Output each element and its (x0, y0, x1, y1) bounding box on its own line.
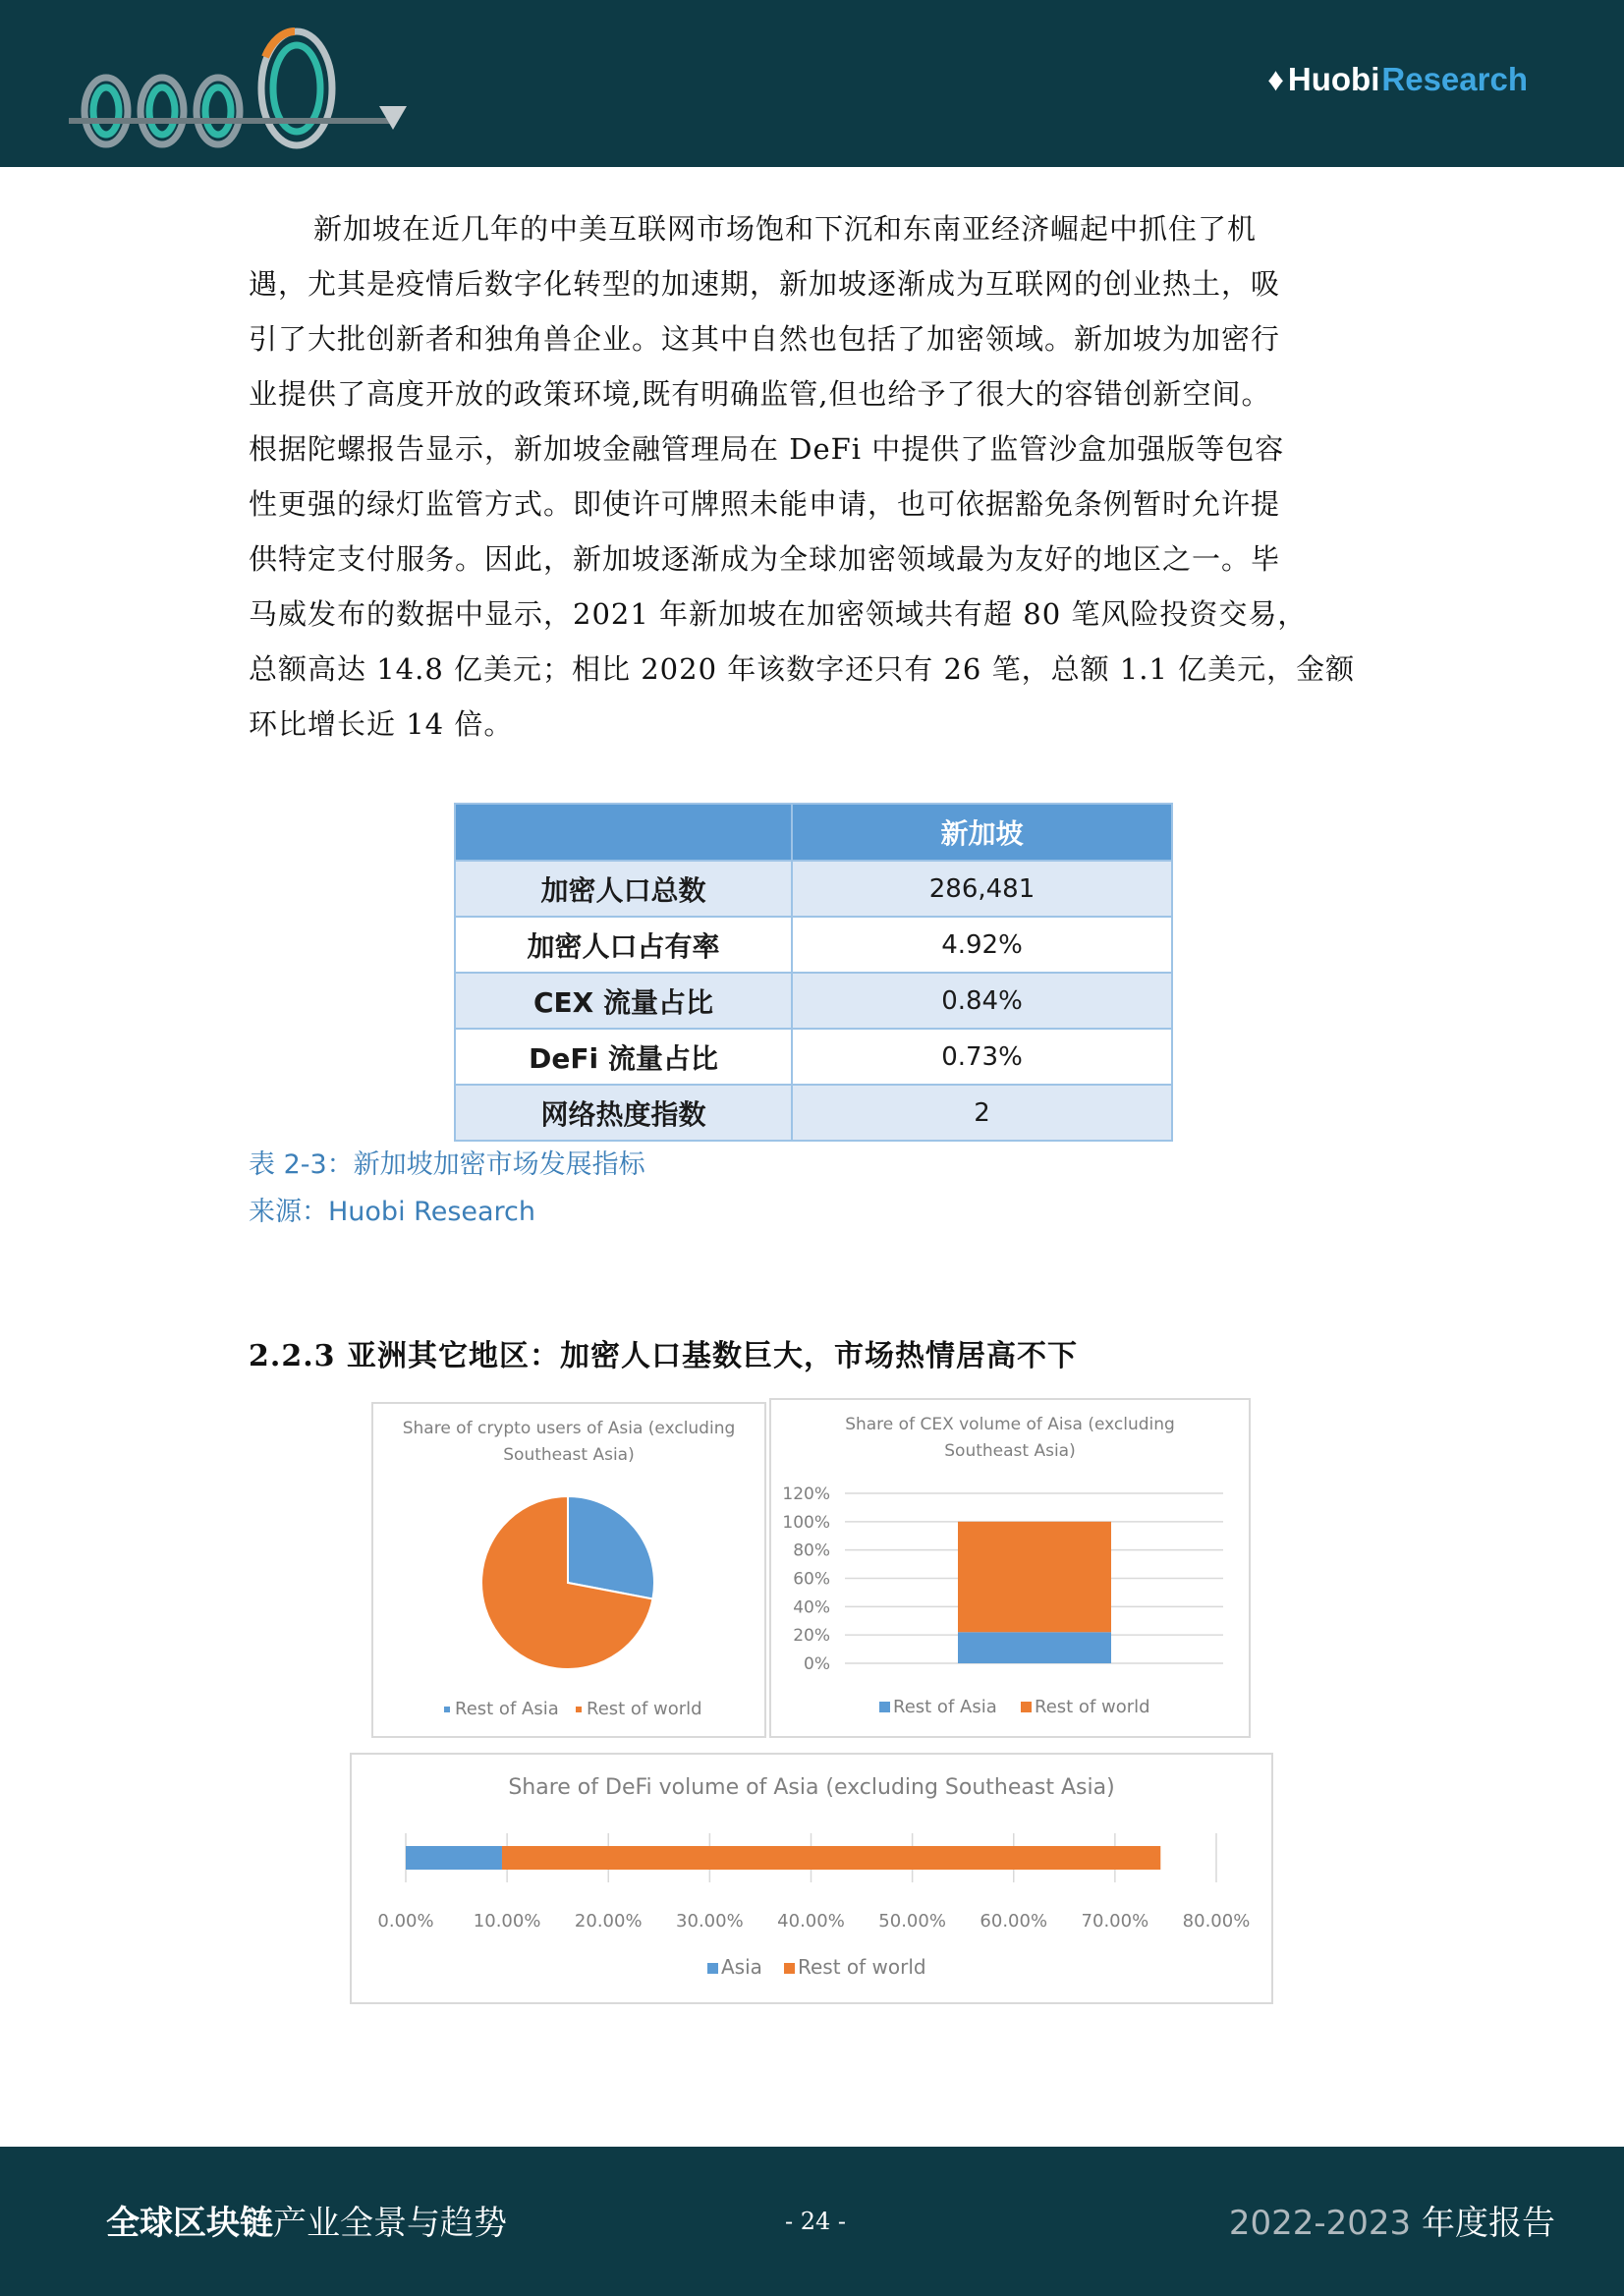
x-tick-label: 70.00% (1081, 1911, 1149, 1932)
paragraph-line: 供特定支付服务。因此，新加坡逐渐成为全球加密领域最为友好的地区之一。毕 (249, 542, 1281, 576)
y-tick-label: 80% (793, 1540, 830, 1561)
legend-label: Rest of Asia (455, 1699, 559, 1719)
page-footer (0, 2147, 1624, 2296)
brand-sub: Research (1381, 61, 1528, 97)
row-value: 0.73% (792, 1029, 1172, 1085)
bar-segment (406, 1846, 502, 1870)
flame-icon: ♦ (1267, 61, 1284, 97)
page-header (0, 0, 1624, 167)
blockchain-chain-illustration (69, 8, 422, 155)
legend-label: Rest of world (1035, 1697, 1150, 1717)
table-row (455, 1085, 1172, 1141)
section-heading: 2.2.3 亚洲其它地区：加密人口基数巨大，市场热情居高不下 (249, 1339, 1078, 1373)
paragraph-line: 马威发布的数据中显示，2021 年新加坡在加密领域共有超 80 笔风险投资交易， (249, 597, 1308, 631)
paragraph-line: 总额高达 14.8 亿美元；相比 2020 年该数字还只有 26 笔，总额 1.1 亿美元，金额 (249, 652, 1356, 686)
row-value: 0.84% (792, 973, 1172, 1029)
page-number: - 24 - (784, 2208, 846, 2235)
x-tick-label: 0.00% (377, 1911, 434, 1932)
paragraph-line: 性更强的绿灯监管方式。即使许可牌照未能申请，也可依据豁免条例暂时允许提 (249, 487, 1281, 521)
row-label: DeFi 流量占比 (455, 1029, 792, 1085)
y-tick-label: 100% (782, 1512, 830, 1533)
singapore-indicators-table (454, 803, 1173, 1142)
x-tick-label: 80.00% (1182, 1911, 1251, 1932)
paragraph-line: 根据陀螺报告显示，新加坡金融管理局在 DeFi 中提供了监管沙盒加强版等包容 (249, 432, 1285, 466)
crypto-users-pie-chart (371, 1402, 766, 1738)
legend-swatch (707, 1963, 718, 1974)
table-row (455, 917, 1172, 973)
paragraph-line: 新加坡在近几年的中美互联网市场饱和下沉和东南亚经济崛起中抓住了机 (313, 212, 1258, 246)
y-tick-label: 120% (782, 1484, 830, 1504)
row-label: 加密人口占有率 (455, 917, 792, 973)
footer-annual-report (1229, 2196, 1555, 2244)
row-value: 2 (792, 1085, 1172, 1141)
paragraph-line: 引了大批创新者和独角兽企业。这其中自然也包括了加密领域。新加坡为加密行 (249, 322, 1281, 356)
bar-segment (502, 1846, 1160, 1870)
paragraph-line: 环比增长近 14 倍。 (249, 707, 514, 741)
chart-title: Southeast Asia) (944, 1441, 1076, 1461)
table-row (455, 861, 1172, 917)
pie-chart-svg (373, 1404, 764, 1736)
table-header-singapore: 新加坡 (792, 804, 1172, 861)
paragraph-line: 业提供了高度开放的政策环境,既有明确监管,但也给予了很大的容错创新空间。 (249, 377, 1271, 411)
table-caption: 表 2-3：新加坡加密市场发展指标 (249, 1149, 645, 1180)
legend-swatch (444, 1707, 450, 1712)
legend-label: Rest of world (587, 1699, 702, 1719)
y-tick-label: 20% (793, 1626, 830, 1647)
x-tick-label: 10.00% (473, 1911, 541, 1932)
body-paragraph (249, 201, 1382, 752)
row-value: 286,481 (792, 861, 1172, 917)
brand-name: Huobi (1287, 61, 1380, 97)
bar-chart-svg (352, 1755, 1271, 2002)
footer-year: 2022-2023 (1228, 2204, 1412, 2243)
table-header-row (455, 804, 1172, 861)
x-tick-label: 40.00% (777, 1911, 845, 1932)
footer-report-label: 年度报告 (1411, 2204, 1555, 2243)
table-row (455, 973, 1172, 1029)
bar-segment (958, 1522, 1111, 1632)
legend-swatch (576, 1707, 582, 1712)
bar-segment (958, 1632, 1111, 1663)
table-header-blank (455, 804, 792, 861)
footer-title-rest: 产业全景与趋势 (273, 2204, 507, 2243)
legend-swatch (784, 1963, 795, 1974)
row-value: 4.92% (792, 917, 1172, 973)
chart-title: Share of crypto users of Asia (excluding (402, 1419, 736, 1438)
legend-label: Rest of Asia (893, 1697, 997, 1717)
pie-slice (568, 1496, 654, 1598)
huobi-research-logo (1267, 61, 1528, 98)
chart-title: Share of CEX volume of Aisa (excluding (845, 1415, 1175, 1434)
legend-swatch (1021, 1702, 1032, 1712)
row-label: 加密人口总数 (455, 861, 792, 917)
x-tick-label: 60.00% (980, 1911, 1048, 1932)
y-tick-label: 0% (804, 1654, 830, 1674)
defi-volume-bar-chart (350, 1753, 1273, 2004)
legend-swatch (879, 1702, 890, 1712)
column-chart-svg (771, 1400, 1249, 1736)
row-label: CEX 流量占比 (455, 973, 792, 1029)
table-row (455, 1029, 1172, 1085)
table-source: 来源：Huobi Research (249, 1197, 536, 1227)
x-tick-label: 50.00% (878, 1911, 946, 1932)
chart-title: Southeast Asia) (503, 1445, 635, 1465)
legend-label: Asia (721, 1955, 762, 1979)
y-tick-label: 40% (793, 1597, 830, 1618)
x-tick-label: 30.00% (676, 1911, 744, 1932)
footer-title-bold: 全球区块链 (106, 2204, 273, 2243)
x-tick-label: 20.00% (574, 1911, 643, 1932)
cex-volume-column-chart (769, 1398, 1251, 1738)
footer-report-title (106, 2196, 507, 2244)
legend-label: Rest of world (798, 1955, 926, 1979)
paragraph-line: 遇，尤其是疫情后数字化转型的加速期，新加坡逐渐成为互联网的创业热土，吸 (249, 267, 1281, 301)
y-tick-label: 60% (793, 1569, 830, 1590)
row-label: 网络热度指数 (455, 1085, 792, 1141)
chart-title: Share of DeFi volume of Asia (excluding Southeast Asia) (508, 1775, 1115, 1800)
